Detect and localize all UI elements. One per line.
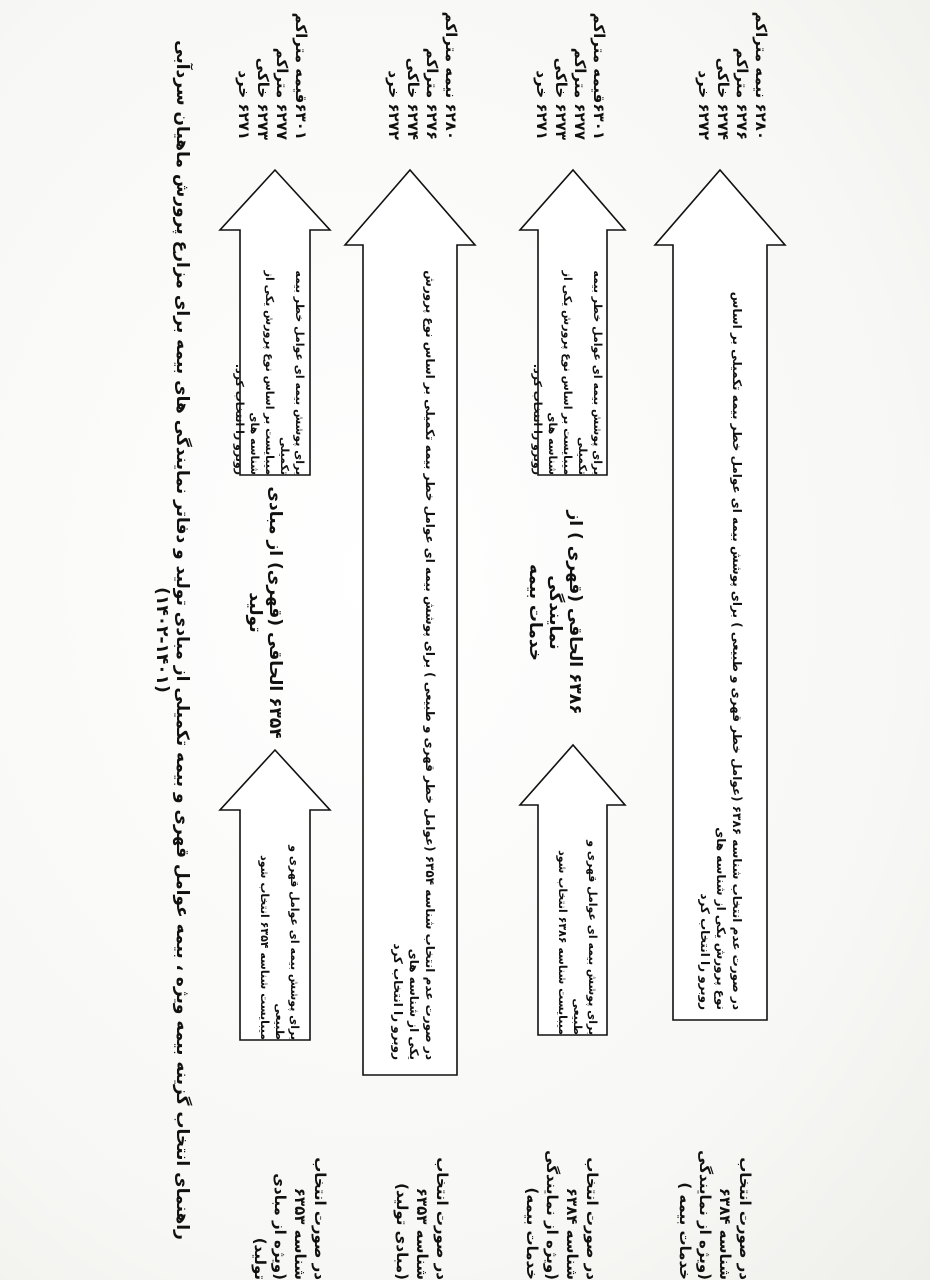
- row-4-code-1: ۶۲۸۰ نیمه متراکم: [752, 11, 770, 140]
- row-3-code-2: ۶۲۷۷ متراکم: [571, 47, 589, 140]
- row-3-condition: [522, 1130, 602, 1280]
- row-3-code-1: ۶۳۰۱قیمه متراکم: [590, 12, 608, 140]
- row-3-middle-line-1: ۶۳۸۶ الحاقی (قهری ) از نمایندگی: [545, 510, 585, 715]
- row-1-code-2: ۶۲۷۷ متراکم: [273, 47, 291, 140]
- row-2-condition-line-1: در صورت انتخاب شناسه ۶۳۵۳: [413, 1157, 451, 1280]
- row-1-condition-line-1: در صورت انتخاب شناسه ۶۳۵۳: [291, 1157, 329, 1280]
- row-2-long-arrow-line-2: روبرو را انتخاب کرد: [391, 943, 405, 1060]
- row-1-codes: [234, 0, 310, 140]
- row-2-code-1: ۶۲۸۰ نیمه متراکم: [442, 11, 460, 140]
- row-4-condition: [675, 1120, 755, 1280]
- row-4-condition-line-2: (ویژه از نمایندگی خدمات بیمه ): [676, 1150, 714, 1280]
- row-2-code-4: ۶۲۷۲ خرد: [385, 70, 403, 140]
- row-3-condition-line-2: (ویژه از نمایندگی خدمات بیمه): [523, 1150, 561, 1280]
- row-3-condition-line-1: در صورت انتخاب شناسه ۶۳۸۴: [563, 1157, 601, 1280]
- row-3-short-arrow-2-line-3: روبرو را انتخاب کرد.: [531, 363, 544, 475]
- row-1-short-arrow-1-text: [257, 820, 302, 1040]
- row-2-condition: [392, 1130, 452, 1280]
- row-4-condition-line-1: در صورت انتخاب شناسه ۶۳۸۴: [716, 1157, 754, 1280]
- row-2-code-3: ۶۲۷۴ خاکی: [404, 57, 422, 140]
- row-1-short-arrow-1-line-2: میبایست شناسه ۶۳۵۴ انتخاب شود: [258, 855, 271, 1040]
- row-1-condition-line-2: (ویژه از مبادی تولید): [251, 1173, 289, 1280]
- row-4-long-arrow-line-2: روبرو را انتخاب کرد: [698, 893, 712, 1010]
- row-3-middle-label: [525, 480, 585, 745]
- row-1-middle-label: [245, 480, 285, 745]
- row-1-short-arrow-2-line-3: روبرو را انتخاب کرد.: [233, 363, 246, 475]
- row-4-code-2: ۶۲۷۶ متراکم: [733, 47, 751, 140]
- row-3-short-arrow-1-line-1: برای پوشش بیمه ای عوامل قهری و طبیعی: [571, 840, 599, 1035]
- row-1-middle-line-1: ۶۳۵۴ الحاقی (قهری) از مبادی تولید: [245, 486, 285, 739]
- row-4-long-arrow-line-1: در صورت عدم انتخاب شناسه ۶۳۸۶ (عوامل خطر قهری و طبیعی ) برای پوشش بیمه ای عوامل خطر بیمه تکمیلی بر اساس نوع پرورش یکی از شناسه های: [714, 291, 744, 1010]
- row-4-code-4: ۶۲۷۲ خرد: [695, 70, 713, 140]
- row-3-short-arrow-2-line-1: برای پوشش بیمه ای عوامل خطر بیمه تکمیلی: [576, 270, 604, 475]
- document-title: راهنمای انتخاب گزینه بیمه ویژه ، بیمه عوامل قهری و بیمه تکمیلی از مبادی تولید و دفاتر نمایندگی های بیمه برای مزارع پرورش ماهیان سردآبی (۱۴۰۱-۱۴۰۲): [152, 40, 192, 1240]
- row-1-short-arrow-1-line-1: برای پوشش بیمه ای عوامل قهری و طبیعی: [273, 845, 301, 1040]
- row-3-short-arrow-1-text: [555, 815, 600, 1035]
- row-3-code-4: ۶۲۷۱ خرد: [533, 70, 551, 140]
- row-1-code-4: ۶۲۷۱ خرد: [235, 70, 253, 140]
- row-1-short-arrow-2-line-1: برای پوشش بیمه ای عوامل خطر بیمه تکمیلی: [278, 270, 306, 475]
- row-1-short-arrow-2-text: [232, 235, 307, 475]
- row-3-short-arrow-2-text: [530, 235, 605, 475]
- row-4-long-arrow-text: [697, 270, 745, 1010]
- row-2-long-arrow-text: [390, 270, 438, 1060]
- row-4-codes: [694, 0, 770, 140]
- row-2-long-arrow-line-1: در صورت عدم انتخاب شناسه ۶۳۵۴ (عوامل خطر قهری و طبیعی ) برای پوشش بیمه ای عوامل خطر بیمه تکمیلی بر اساس نوع پرورش یکی از شناسه های: [407, 270, 437, 1060]
- row-1-code-3: ۶۲۷۳ خاکی: [254, 57, 272, 140]
- row-3-short-arrow-1-line-2: میبایست شناسه ۶۳۸۶ انتخاب شود: [556, 850, 569, 1035]
- row-1-short-arrow-2-line-2: میبایست بر اساس نوع پرورش یکی از شناسه های: [248, 270, 276, 475]
- row-3-code-3: ۶۲۷۳ خاکی: [552, 57, 570, 140]
- row-4-code-3: ۶۲۷۴ خاکی: [714, 57, 732, 140]
- row-3-short-arrow-2-line-2: میبایست بر اساس نوع پرورش یکی از شناسه های: [546, 270, 574, 475]
- row-3-middle-line-2: خدمات بیمه: [525, 563, 545, 661]
- row-3-codes: [532, 0, 608, 140]
- row-1-condition: [250, 1130, 330, 1280]
- row-2-condition-line-2: (مبادی تولید): [393, 1183, 411, 1280]
- row-2-code-2: ۶۲۷۶ متراکم: [423, 47, 441, 140]
- row-1-code-1: ۶۳۰۱قیمه متراکم: [292, 12, 310, 140]
- row-2-codes: [384, 0, 460, 140]
